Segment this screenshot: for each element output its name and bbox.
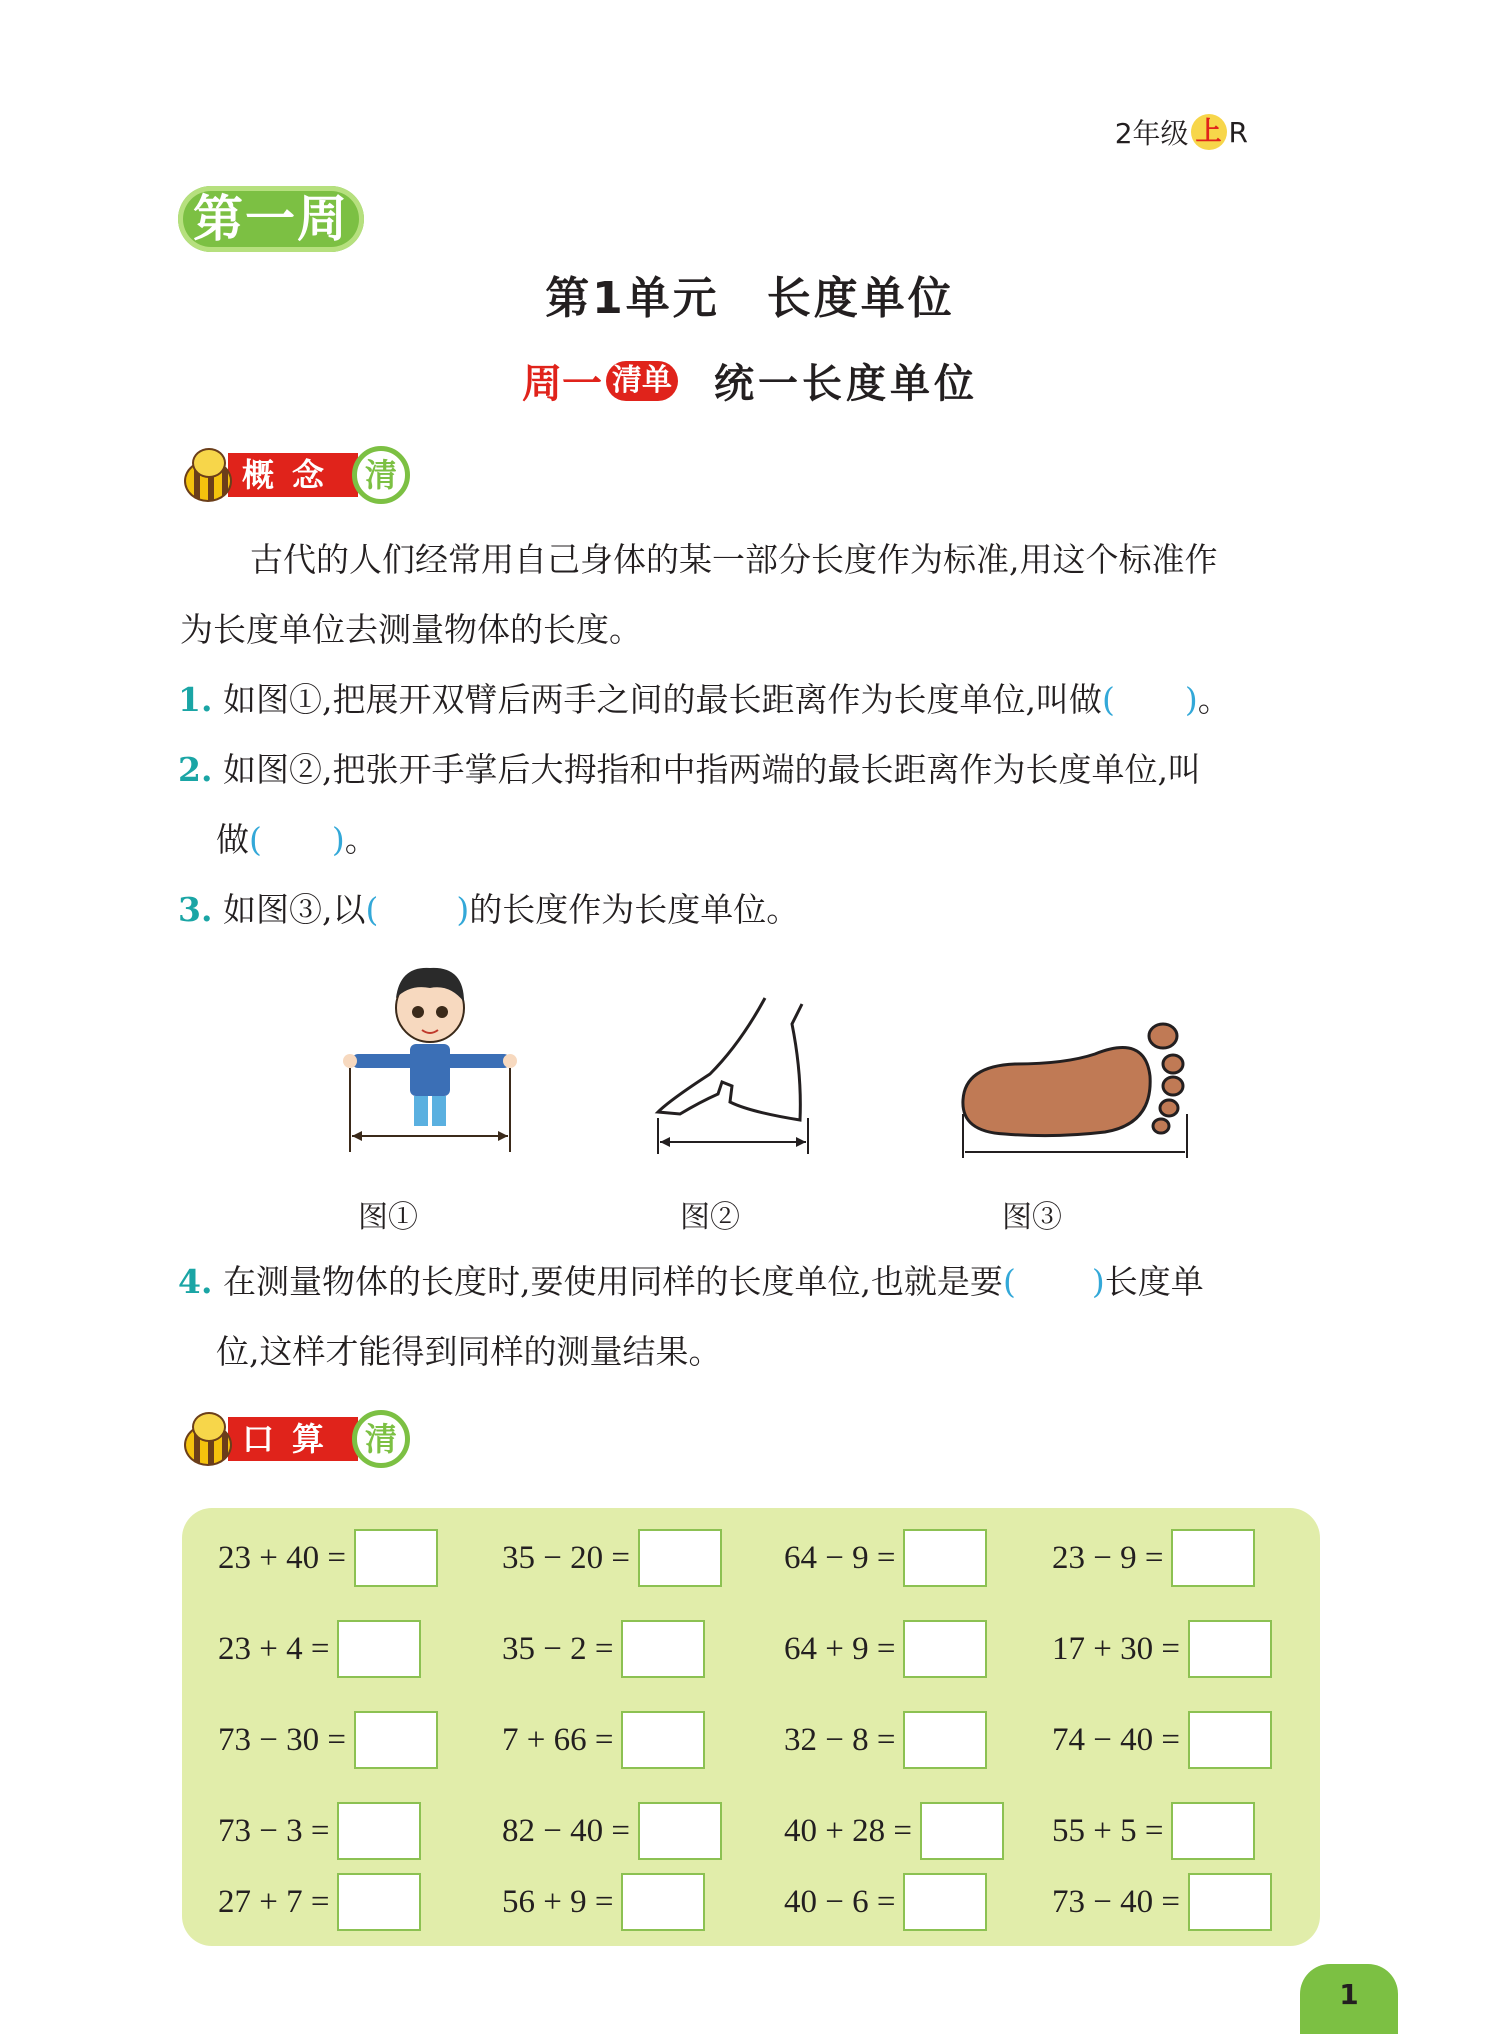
day-topic: 统一长度单位 — [714, 360, 978, 407]
answer-box[interactable] — [1188, 1711, 1272, 1769]
answer-blank-3[interactable]: ( ) — [365, 890, 470, 929]
answer-box[interactable] — [621, 1873, 705, 1931]
calc-item: 27 + 7 = — [218, 1872, 421, 1932]
day-title — [0, 352, 1500, 409]
answer-box[interactable] — [337, 1620, 421, 1678]
answer-box[interactable] — [1188, 1620, 1272, 1678]
intro-line-1: 古代的人们经常用自己身体的某一部分长度作为标准,用这个标准作 — [250, 540, 1218, 579]
calc-row — [182, 1710, 1320, 1770]
answer-box[interactable] — [354, 1711, 438, 1769]
oral-section-label — [178, 1410, 410, 1468]
question-2-cont: 做( )。 — [216, 820, 378, 859]
calc-item: 73 − 30 = — [218, 1710, 438, 1770]
grade-term-badge: 上 — [1191, 114, 1227, 150]
question-1: 1. 如图①,把展开双臂后两手之间的最长距离作为长度单位,叫做( )。 — [178, 680, 1231, 719]
question-4-cont: 位,这样才能得到同样的测量结果。 — [216, 1332, 722, 1371]
answer-blank-1[interactable]: ( ) — [1101, 680, 1198, 719]
oral-calc-grid — [182, 1508, 1320, 1946]
week-badge: 第一周 — [178, 186, 364, 252]
calc-item: 17 + 30 = — [1052, 1619, 1272, 1679]
question-1-text: 如图①,把展开双臂后两手之间的最长距离作为长度单位,叫做 — [222, 680, 1102, 719]
answer-box[interactable] — [621, 1711, 705, 1769]
answer-box[interactable] — [903, 1873, 987, 1931]
figure-1-arm-span-illustration — [340, 958, 520, 1158]
figure-1-caption: 图① — [358, 1200, 418, 1235]
answer-box[interactable] — [337, 1873, 421, 1931]
calc-item: 74 − 40 = — [1052, 1710, 1272, 1770]
calc-row — [182, 1528, 1320, 1588]
intro-line-2: 为长度单位去测量物体的长度。 — [180, 610, 642, 649]
grade-prefix: 2年级 — [1114, 117, 1189, 150]
figure-2-hand-span-illustration — [650, 994, 820, 1160]
answer-box[interactable] — [1171, 1802, 1255, 1860]
bee-icon — [178, 1410, 234, 1468]
calc-item: 35 − 2 = — [502, 1619, 705, 1679]
day-prefix: 周一 — [522, 361, 602, 407]
calc-item: 40 − 6 = — [784, 1872, 987, 1932]
answer-box[interactable] — [354, 1529, 438, 1587]
answer-box[interactable] — [638, 1529, 722, 1587]
oral-badge: 清 — [352, 1410, 410, 1468]
answer-blank-4[interactable]: ( ) — [1002, 1262, 1105, 1301]
answer-box[interactable] — [1188, 1873, 1272, 1931]
calc-item: 23 + 4 = — [218, 1619, 421, 1679]
answer-box[interactable] — [903, 1529, 987, 1587]
calc-item: 64 + 9 = — [784, 1619, 987, 1679]
calc-item: 64 − 9 = — [784, 1528, 987, 1588]
answer-box[interactable] — [621, 1620, 705, 1678]
calc-row — [182, 1872, 1320, 1932]
calc-item: 73 − 3 = — [218, 1801, 421, 1861]
grade-label — [1115, 112, 1248, 152]
answer-box[interactable] — [1171, 1529, 1255, 1587]
answer-box[interactable] — [903, 1620, 987, 1678]
concept-section-label — [178, 446, 410, 504]
question-4: 4. 在测量物体的长度时,要使用同样的长度单位,也就是要( )长度单 — [178, 1262, 1204, 1301]
calc-item: 23 + 40 = — [218, 1528, 438, 1588]
calc-row — [182, 1619, 1320, 1679]
calc-item: 55 + 5 = — [1052, 1801, 1255, 1861]
calc-item: 7 + 66 = — [502, 1710, 705, 1770]
question-4-number: 4. — [178, 1262, 213, 1301]
figure-3-caption: 图③ — [1002, 1200, 1062, 1235]
question-3: 3. 如图③,以( )的长度作为长度单位。 — [178, 890, 800, 929]
question-2-number: 2. — [178, 750, 213, 789]
day-badge: 清单 — [606, 361, 678, 401]
grade-suffix: R — [1228, 115, 1248, 149]
calc-item: 82 − 40 = — [502, 1801, 722, 1861]
answer-box[interactable] — [903, 1711, 987, 1769]
question-1-number: 1. — [178, 680, 213, 719]
calc-item: 35 − 20 = — [502, 1528, 722, 1588]
calc-item: 40 + 28 = — [784, 1801, 1004, 1861]
calc-item: 56 + 9 = — [502, 1872, 705, 1932]
answer-box[interactable] — [638, 1802, 722, 1860]
concept-badge: 清 — [352, 446, 410, 504]
calc-item: 23 − 9 = — [1052, 1528, 1255, 1588]
bee-icon — [178, 446, 234, 504]
question-2 — [178, 735, 1201, 805]
answer-box[interactable] — [920, 1802, 1004, 1860]
answer-blank-2[interactable]: ( ) — [249, 820, 345, 859]
question-3-number: 3. — [178, 890, 213, 929]
calc-item: 32 − 8 = — [784, 1710, 987, 1770]
figure-3-foot-illustration — [955, 1014, 1195, 1160]
unit-title: 第1单元 长度单位 — [545, 273, 955, 324]
concept-label: 概念 — [228, 453, 358, 497]
figure-2-caption: 图② — [680, 1200, 740, 1235]
calc-row — [182, 1801, 1320, 1861]
answer-box[interactable] — [337, 1802, 421, 1860]
page-number: 1 — [1300, 1964, 1398, 2034]
question-2-text: 如图②,把张开手掌后大拇指和中指两端的最长距离作为长度单位,叫 — [222, 750, 1201, 789]
calc-item: 73 − 40 = — [1052, 1872, 1272, 1932]
oral-label: 口算 — [228, 1417, 358, 1461]
